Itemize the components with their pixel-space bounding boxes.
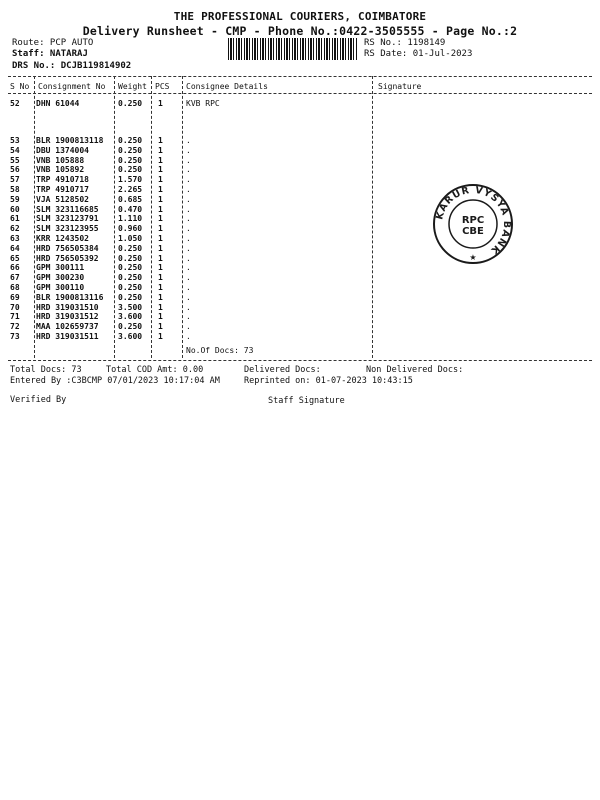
table-row [8,146,592,156]
row-weight: 0.470 [118,204,143,214]
row-consignee: . [186,194,191,204]
rs-date: RS Date: 01-Jul-2023 [364,49,473,59]
row-sno: 57 [10,175,20,185]
row-pcs: 1 [158,224,163,234]
row-sno: 68 [10,283,20,292]
staff-label: Staff: NATARAJ [12,49,88,59]
row-consignment: GPM 300110 [36,283,85,292]
row-weight: 3.600 [118,332,143,341]
col-consignment: Consignment No [38,82,106,91]
header-divider-top [8,76,592,77]
no-of-docs: No.Of Docs: 73 [186,346,254,355]
row-consignee: . [186,332,191,341]
total-cod: Total COD Amt: 0.00 [106,365,204,375]
non-delivered-docs: Non Delivered Docs: [366,365,464,375]
row-weight: 2.265 [118,185,143,194]
col-signature: Signature [378,82,422,91]
row-sno: 53 [10,136,20,145]
row-pcs: 1 [158,175,163,185]
route-label: Route: PCP AUTO [12,38,94,48]
row-pcs: 1 [158,312,163,322]
reprinted-on: Reprinted on: 01-07-2023 10:43:15 [244,376,413,386]
row-weight: 0.250 [118,136,143,145]
row-weight: 1.110 [118,214,143,224]
table-row [8,165,592,175]
row-consignee: . [186,292,191,302]
barcode [228,38,358,60]
row-consignment: VNB 105892 [36,165,85,175]
row-weight: 0.250 [118,253,143,263]
row-weight: 0.250 [118,165,143,175]
row-consignee: . [186,155,191,165]
table-row [8,293,592,303]
row-consignment: TRP 4910718 [36,175,89,185]
row-consignment: BLR 1900813116 [36,292,104,302]
row-consignment: GPM 300230 [36,273,85,283]
row-consignee: . [186,283,191,292]
row-consignee: . [186,185,191,194]
row-consignment: BLR 1900813118 [36,136,104,145]
row-weight: 0.250 [118,322,143,332]
row-weight: 0.685 [118,194,143,204]
row-consignee: . [186,165,191,175]
row-sno: 55 [10,155,20,165]
row-weight: 0.960 [118,224,143,234]
row-pcs: 1 [158,136,163,145]
row-consignment: MAA 102659737 [36,322,99,332]
row-sno: 58 [10,185,20,194]
col-consignee: Consignee Details [186,82,268,91]
row-consignment: HRD 756505392 [36,253,99,263]
row-pcs: 1 [158,234,163,243]
row-pcs: 1 [158,185,163,194]
row-consignee: . [186,273,191,283]
stamp-center-top: RPC [461,215,485,226]
row-pcs: 1 [158,155,163,165]
row-consignee: . [186,145,191,155]
row-pcs: 1 [158,263,163,273]
row-sno: 65 [10,253,20,263]
table-row [8,303,592,313]
row-consignment: KRR 1243502 [36,234,89,243]
row-consignment: DHN 61044 [36,99,80,108]
table-row [8,156,592,166]
col-pcs: PCS [155,82,170,91]
row-consignee: . [186,302,191,312]
row-weight: 0.250 [118,99,143,108]
row-consignment: HRD 756505384 [36,243,99,253]
row-sno: 70 [10,302,20,312]
row-sno: 61 [10,214,20,224]
row-pcs: 1 [158,332,163,341]
row-pcs: 1 [158,292,163,302]
row-weight: 0.250 [118,292,143,302]
row-sno: 59 [10,194,20,204]
row-pcs: 1 [158,322,163,332]
row-sno: 72 [10,322,20,332]
row-sno: 54 [10,145,20,155]
row-consignment: HRD 319031511 [36,332,99,341]
entered-by: Entered By :C3BCMP 07/01/2023 10:17:04 AM [10,376,220,386]
rs-number: RS No.: 1198149 [364,38,446,48]
table-row [8,332,592,342]
row-sno: 63 [10,234,20,243]
row-consignee: . [186,204,191,214]
row-consignee: KVB RPC [186,99,220,108]
row-pcs: 1 [158,302,163,312]
row-consignment: GPM 300111 [36,263,85,273]
row-pcs: 1 [158,214,163,224]
row-consignee: . [186,234,191,243]
row-consignment: VJA 5128502 [36,194,89,204]
stamp-center-bottom: CBE [462,226,484,237]
row-consignee: . [186,243,191,253]
row-sno: 52 [10,99,20,108]
row-sno: 69 [10,292,20,302]
row-pcs: 1 [158,204,163,214]
row-consignee: . [186,136,191,145]
row-pcs: 1 [158,99,163,108]
row-pcs: 1 [158,253,163,263]
table-row [8,283,592,293]
row-weight: 0.250 [118,145,143,155]
row-pcs: 1 [158,194,163,204]
company-title: THE PROFESSIONAL COURIERS, COIMBATORE [173,10,427,23]
row-sno: 62 [10,224,20,234]
row-sno: 67 [10,273,20,283]
col-weight: Weight [118,82,147,91]
row-sno: 73 [10,332,20,341]
table-row [8,273,592,283]
row-weight: 0.250 [118,243,143,253]
row-sno: 60 [10,204,20,214]
row-sno: 64 [10,243,20,253]
row-consignee: . [186,214,191,224]
footer-divider [8,360,592,361]
row-weight: 3.500 [118,302,143,312]
row-consignment: SLM 323116685 [36,204,99,214]
row-weight: 1.050 [118,234,143,243]
row-consignee: . [186,263,191,273]
row-consignment: VNB 105888 [36,155,85,165]
table-row [8,322,592,332]
row-consignee: . [186,322,191,332]
row-weight: 0.250 [118,283,143,292]
stamp-ring-text: KARUR VYSYA BANK [434,184,513,257]
row-consignment: HRD 319031510 [36,302,99,312]
row-consignment: DBU 1374004 [36,145,89,155]
row-sno: 56 [10,165,20,175]
row-consignee: . [186,175,191,185]
row-weight: 0.250 [118,263,143,273]
row-pcs: 1 [158,273,163,283]
stamp-star-icon: ★ [469,253,477,262]
runsheet-subtitle: Delivery Runsheet - CMP - Phone No.:0422-3505555 - Page No.:2 [82,24,518,38]
row-consignee: . [186,253,191,263]
table-row [8,136,592,146]
row-weight: 0.250 [118,273,143,283]
row-consignment: SLM 323123955 [36,224,99,234]
row-pcs: 1 [158,165,163,175]
drs-number: DRS No.: DCJB119814902 [12,61,132,71]
verified-by: Verified By [10,395,67,405]
row-consignment: SLM 323123791 [36,214,99,224]
row-consignee: . [186,224,191,234]
row-weight: 3.600 [118,312,143,322]
total-docs: Total Docs: 73 [10,365,82,375]
bank-stamp [432,183,514,265]
col-sno: S No [10,82,30,91]
row-pcs: 1 [158,243,163,253]
table-row [8,312,592,322]
delivered-docs: Delivered Docs: [244,365,321,375]
row-weight: 1.570 [118,175,143,185]
staff-signature: Staff Signature [268,396,345,406]
row-consignment: HRD 319031512 [36,312,99,322]
row-weight: 0.250 [118,155,143,165]
row-pcs: 1 [158,283,163,292]
table-row [8,99,592,109]
row-consignee: . [186,312,191,322]
row-consignment: TRP 4910717 [36,185,89,194]
header-divider-bottom [8,93,592,94]
row-pcs: 1 [158,145,163,155]
row-sno: 66 [10,263,20,273]
row-sno: 71 [10,312,20,322]
